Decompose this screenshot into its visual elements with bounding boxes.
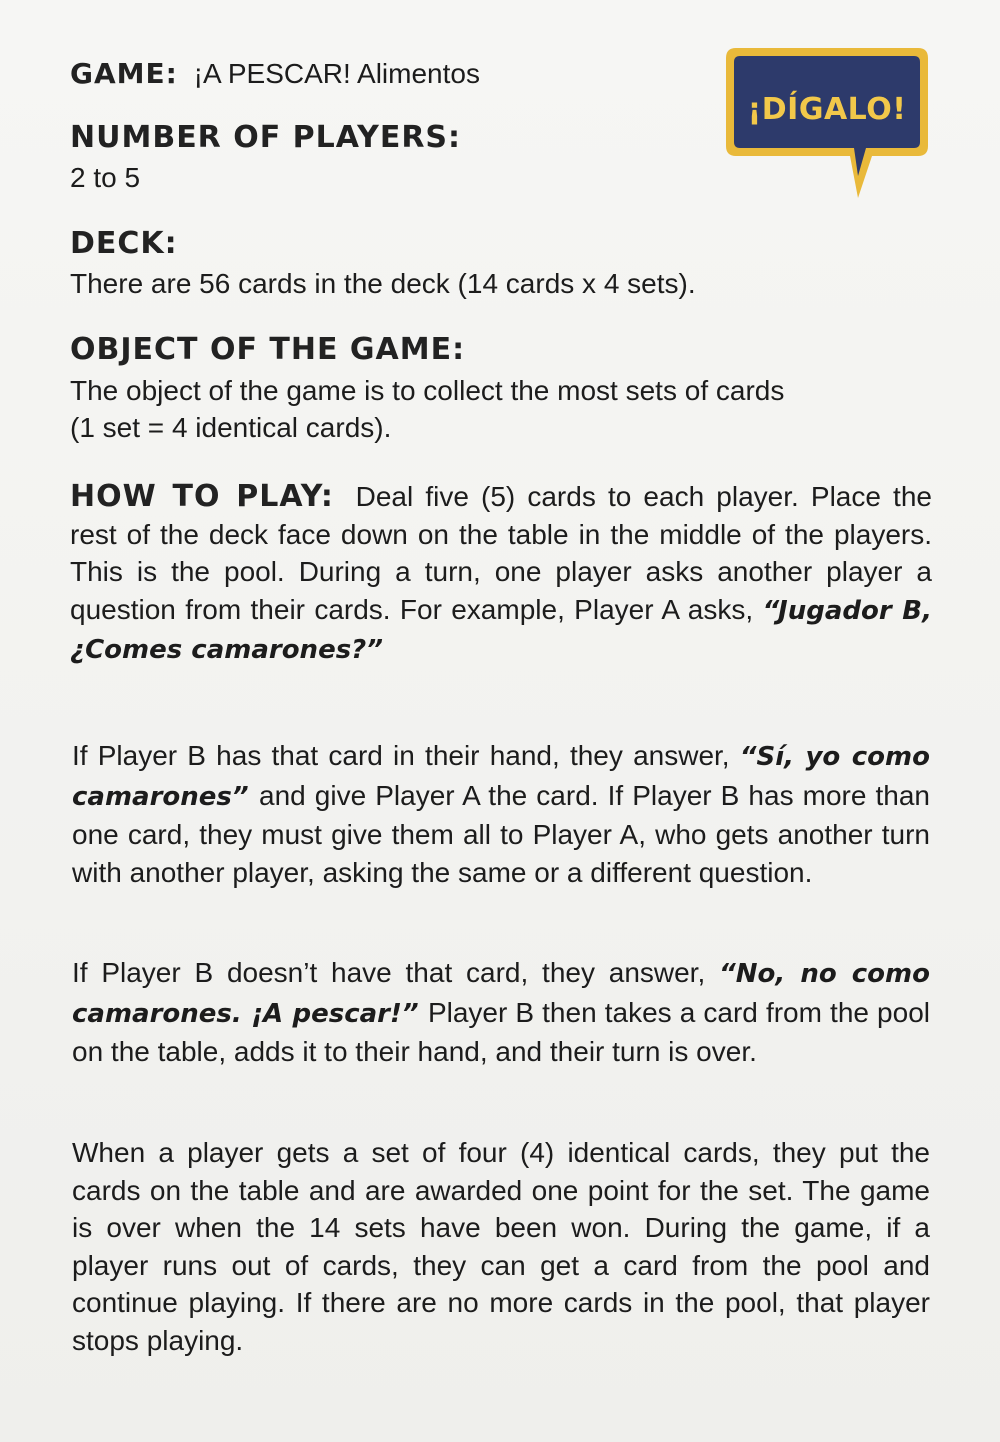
- paragraph-2-text-before: If Player B doesn’t have that card, they answer,: [72, 957, 720, 988]
- paragraph-1-quote: “Sí, yo como camarones”: [72, 742, 930, 812]
- game-line: [70, 56, 480, 92]
- game-value: ¡A PESCAR! Alimentos: [193, 58, 480, 89]
- players-heading: NUMBER OF PLAYERS:: [70, 120, 462, 155]
- paragraph-1-text-after: and give Player A the card. If Player B has more than one card, they must give them all to Player A, who gets another turn with another player, asking the same or a different question.: [72, 779, 931, 888]
- deck-text: There are 56 cards in the deck (14 cards x 4 sets).: [70, 268, 696, 299]
- rules-paragraph-3: When a player gets a set of four (4) identical cards, they put the cards on the table and are awarded one point for the set. The game is over when the 14 sets have been won. During the game, if a player runs out of cards, they can get a card from the pool and continue playing. If there are no more cards in the pool, that player stops playing.: [72, 1137, 930, 1356]
- players-value: 2 to 5: [70, 162, 141, 193]
- rules-paragraph-2: [72, 954, 930, 1071]
- digalo-logo: [722, 42, 932, 202]
- deck-heading: DECK:: [70, 226, 178, 261]
- how-to-play-quote: “Jugador B, ¿Comes camarones?”: [70, 595, 932, 665]
- rules-paragraph-1: [72, 737, 930, 891]
- paragraph-2-quote: “No, no como camarones. ¡A pescar!”: [72, 959, 930, 1029]
- object-heading: OBJECT OF THE GAME:: [70, 332, 466, 367]
- how-to-play-section: [70, 478, 932, 670]
- paragraph-1-text-before: If Player B has that card in their hand, they answer,: [72, 740, 740, 771]
- game-heading: GAME:: [70, 57, 178, 90]
- object-text: The object of the game is to collect the most sets of cards (1 set = 4 identical cards).: [70, 375, 785, 443]
- paragraph-2-text-after: Player B then takes a card from the pool on the table, adds it to their hand, and their turn is over.: [72, 996, 930, 1067]
- how-to-play-text: Deal five (5) cards to each player. Place the rest of the deck face down on the table in the middle of the players. This is the pool. During a turn, one player asks another player a question from their cards. For example, Player A asks,: [70, 481, 932, 625]
- how-to-play-heading: HOW TO PLAY:: [70, 479, 350, 514]
- logo-text: ¡DÍGALO!: [747, 92, 907, 127]
